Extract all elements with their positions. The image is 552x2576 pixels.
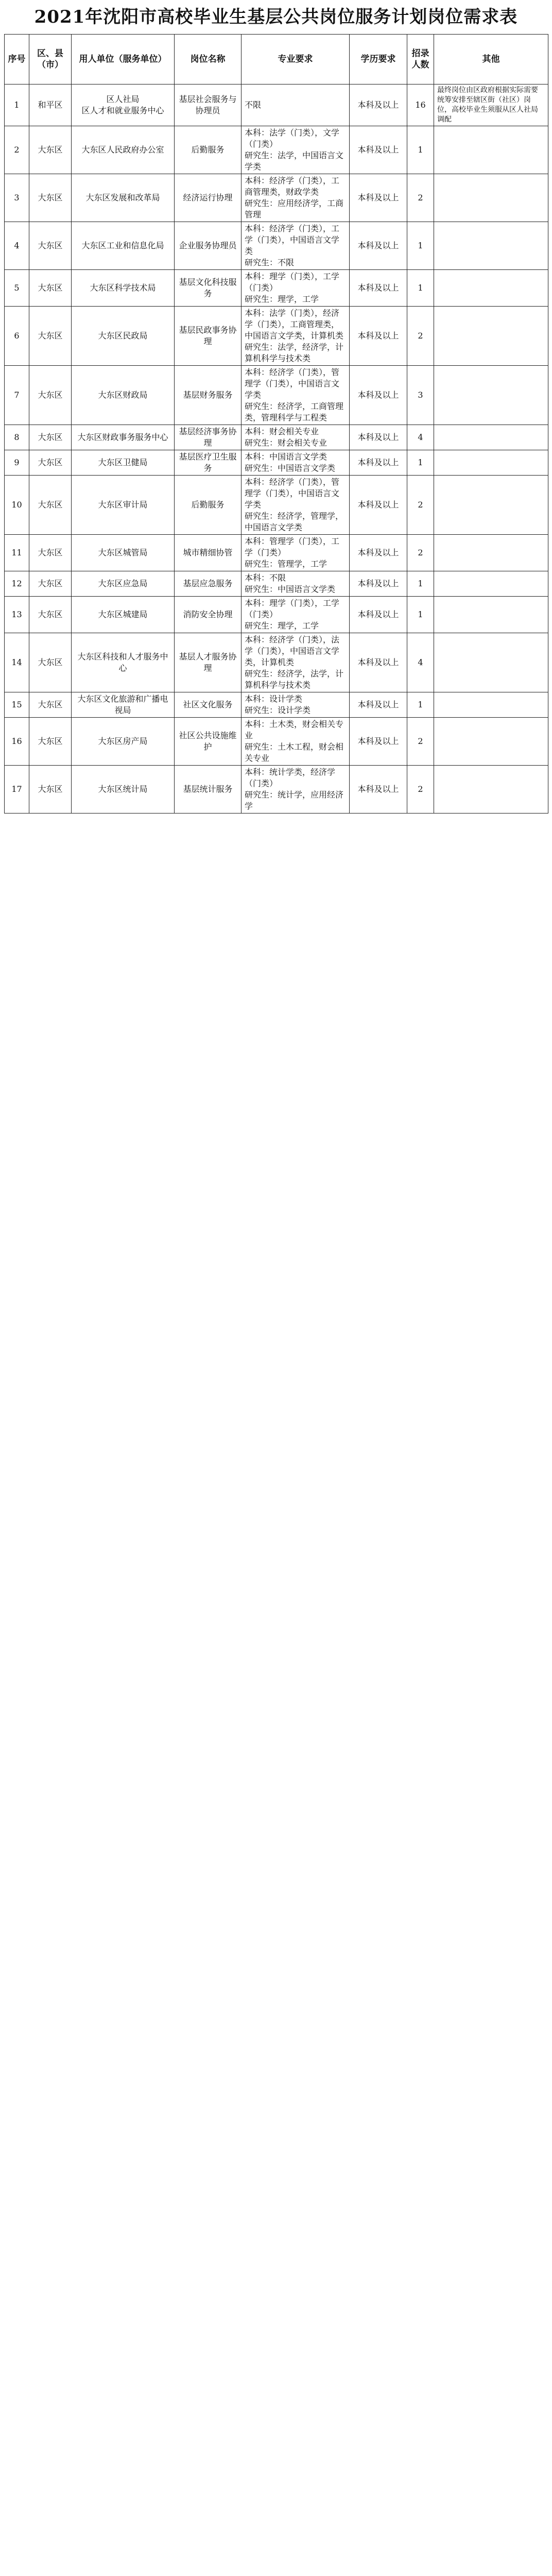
cell-education: 本科及以上 [350, 270, 407, 307]
cell-other [434, 476, 548, 535]
cell-other [434, 766, 548, 814]
cell-no: 17 [5, 766, 29, 814]
table-header-row [5, 35, 548, 84]
cell-district: 大东区 [29, 307, 72, 366]
cell-education: 本科及以上 [350, 571, 407, 597]
table-row [5, 84, 548, 126]
cell-district: 大东区 [29, 718, 72, 766]
cell-education: 本科及以上 [350, 692, 407, 718]
cell-count: 3 [407, 366, 434, 425]
cell-count: 4 [407, 633, 434, 692]
cell-no: 14 [5, 633, 29, 692]
cell-major: 本科：经济学（门类），工商管理类，财政学类 研究生：应用经济学，工商管理 [242, 174, 350, 222]
cell-major: 本科：理学（门类），工学（门类） 研究生：理学，工学 [242, 270, 350, 307]
page-title: 2021年沈阳市高校毕业生基层公共岗位服务计划岗位需求表 [34, 7, 518, 27]
cell-education: 本科及以上 [350, 597, 407, 633]
header-post: 岗位名称 [175, 35, 242, 84]
cell-education: 本科及以上 [350, 718, 407, 766]
cell-count: 1 [407, 126, 434, 174]
cell-post: 社区公共设施维护 [175, 718, 242, 766]
cell-other [434, 535, 548, 571]
cell-district: 大东区 [29, 270, 72, 307]
table-row [5, 692, 548, 718]
cell-unit: 大东区发展和改革局 [72, 174, 175, 222]
table-row [5, 425, 548, 450]
cell-no: 3 [5, 174, 29, 222]
cell-other [434, 425, 548, 450]
cell-major: 本科：经济学（门类），管理学（门类），中国语言文学类 研究生：经济学，管理学，中国语言文学类 [242, 476, 350, 535]
table-row [5, 535, 548, 571]
cell-post: 基层应急服务 [175, 571, 242, 597]
cell-no: 6 [5, 307, 29, 366]
cell-major: 不限 [242, 84, 350, 126]
cell-post: 基层社会服务与协理员 [175, 84, 242, 126]
cell-post: 企业服务协理员 [175, 222, 242, 270]
cell-other [434, 718, 548, 766]
cell-other [434, 450, 548, 476]
cell-no: 4 [5, 222, 29, 270]
cell-post: 基层财务服务 [175, 366, 242, 425]
cell-count: 2 [407, 174, 434, 222]
table-row [5, 270, 548, 307]
cell-other [434, 366, 548, 425]
header-no: 序号 [5, 35, 29, 84]
cell-unit: 大东区统计局 [72, 766, 175, 814]
cell-no: 2 [5, 126, 29, 174]
table-row [5, 766, 548, 814]
table-row [5, 718, 548, 766]
cell-major: 本科：理学（门类），工学（门类） 研究生：理学，工学 [242, 597, 350, 633]
cell-unit: 大东区房产局 [72, 718, 175, 766]
cell-post: 基层统计服务 [175, 766, 242, 814]
cell-other [434, 597, 548, 633]
position-demand-table [4, 34, 548, 814]
cell-district: 大东区 [29, 174, 72, 222]
cell-post: 后勤服务 [175, 476, 242, 535]
cell-district: 大东区 [29, 692, 72, 718]
cell-post: 基层医疗卫生服务 [175, 450, 242, 476]
cell-major: 本科：法学（门类），文学（门类） 研究生：法学，中国语言文学类 [242, 126, 350, 174]
cell-district: 和平区 [29, 84, 72, 126]
cell-other [434, 571, 548, 597]
cell-district: 大东区 [29, 450, 72, 476]
cell-education: 本科及以上 [350, 126, 407, 174]
header-district: 区、县（市） [29, 35, 72, 84]
cell-no: 15 [5, 692, 29, 718]
cell-major: 本科：财会相关专业 研究生：财会相关专业 [242, 425, 350, 450]
cell-other [434, 222, 548, 270]
cell-district: 大东区 [29, 126, 72, 174]
cell-unit: 大东区财政事务服务中心 [72, 425, 175, 450]
cell-education: 本科及以上 [350, 535, 407, 571]
table-row [5, 633, 548, 692]
cell-major: 本科：不限 研究生：中国语言文学类 [242, 571, 350, 597]
cell-other [434, 126, 548, 174]
cell-major: 本科：土木类，财会相关专业 研究生：土木工程，财会相关专业 [242, 718, 350, 766]
cell-other [434, 307, 548, 366]
cell-district: 大东区 [29, 766, 72, 814]
cell-district: 大东区 [29, 571, 72, 597]
cell-district: 大东区 [29, 633, 72, 692]
cell-count: 1 [407, 270, 434, 307]
cell-major: 本科：统计学类，经济学（门类） 研究生：统计学，应用经济学 [242, 766, 350, 814]
cell-unit: 大东区民政局 [72, 307, 175, 366]
cell-count: 1 [407, 571, 434, 597]
table-row [5, 366, 548, 425]
cell-count: 4 [407, 425, 434, 450]
cell-post: 城市精细协管 [175, 535, 242, 571]
cell-major: 本科：经济学（门类），法学（门类），中国语言文学类，计算机类 研究生：经济学，法学，计算机科学与技术类 [242, 633, 350, 692]
table-row [5, 571, 548, 597]
cell-district: 大东区 [29, 425, 72, 450]
cell-count: 2 [407, 535, 434, 571]
cell-post: 后勤服务 [175, 126, 242, 174]
cell-post: 经济运行协理 [175, 174, 242, 222]
cell-no: 12 [5, 571, 29, 597]
cell-district: 大东区 [29, 476, 72, 535]
cell-education: 本科及以上 [350, 84, 407, 126]
cell-unit: 大东区城建局 [72, 597, 175, 633]
cell-education: 本科及以上 [350, 174, 407, 222]
cell-unit: 大东区卫健局 [72, 450, 175, 476]
table-row [5, 222, 548, 270]
cell-count: 1 [407, 222, 434, 270]
cell-major: 本科：中国语言文学类 研究生：中国语言文学类 [242, 450, 350, 476]
table-row [5, 307, 548, 366]
cell-major: 本科：管理学（门类），工学（门类） 研究生：管理学，工学 [242, 535, 350, 571]
cell-education: 本科及以上 [350, 366, 407, 425]
cell-post: 消防安全协理 [175, 597, 242, 633]
cell-count: 2 [407, 718, 434, 766]
cell-education: 本科及以上 [350, 450, 407, 476]
cell-no: 5 [5, 270, 29, 307]
cell-post: 社区文化服务 [175, 692, 242, 718]
cell-count: 2 [407, 766, 434, 814]
cell-other [434, 692, 548, 718]
cell-unit: 大东区财政局 [72, 366, 175, 425]
cell-major: 本科：经济学（门类），管理学（门类），中国语言文学类 研究生：经济学，工商管理类，管理科学与工程类 [242, 366, 350, 425]
cell-no: 10 [5, 476, 29, 535]
cell-major: 本科：经济学（门类），工学（门类），中国语言文学类 研究生：不限 [242, 222, 350, 270]
table-row [5, 126, 548, 174]
cell-other [434, 270, 548, 307]
cell-other [434, 174, 548, 222]
cell-unit: 大东区审计局 [72, 476, 175, 535]
table-body [5, 84, 548, 814]
table-row [5, 476, 548, 535]
cell-unit: 大东区应急局 [72, 571, 175, 597]
cell-post: 基层人才服务协理 [175, 633, 242, 692]
cell-district: 大东区 [29, 366, 72, 425]
cell-post: 基层文化科技服务 [175, 270, 242, 307]
cell-education: 本科及以上 [350, 633, 407, 692]
cell-unit: 大东区科学技术局 [72, 270, 175, 307]
cell-count: 2 [407, 476, 434, 535]
cell-other [434, 633, 548, 692]
cell-education: 本科及以上 [350, 222, 407, 270]
cell-post: 基层民政事务协理 [175, 307, 242, 366]
header-other: 其他 [434, 35, 548, 84]
cell-education: 本科及以上 [350, 307, 407, 366]
cell-district: 大东区 [29, 597, 72, 633]
cell-no: 16 [5, 718, 29, 766]
cell-no: 9 [5, 450, 29, 476]
cell-count: 1 [407, 597, 434, 633]
cell-unit: 大东区科技和人才服务中心 [72, 633, 175, 692]
cell-unit: 大东区工业和信息化局 [72, 222, 175, 270]
cell-count: 2 [407, 307, 434, 366]
cell-unit: 大东区城管局 [72, 535, 175, 571]
cell-unit: 大东区人民政府办公室 [72, 126, 175, 174]
table-row [5, 174, 548, 222]
cell-district: 大东区 [29, 535, 72, 571]
cell-major: 本科：法学（门类），经济学（门类），工商管理类，中国语言文学类，计算机类 研究生：法学，经济学，计算机科学与技术类 [242, 307, 350, 366]
header-count: 招录人数 [407, 35, 434, 84]
cell-education: 本科及以上 [350, 476, 407, 535]
cell-count: 1 [407, 692, 434, 718]
cell-count: 1 [407, 450, 434, 476]
cell-major: 本科：设计学类 研究生：设计学类 [242, 692, 350, 718]
cell-other: 最终岗位由区政府根据实际需要统筹安排至辖区街（社区）岗位，高校毕业生须服从区人社局调配 [434, 84, 548, 126]
table-row [5, 597, 548, 633]
cell-education: 本科及以上 [350, 766, 407, 814]
cell-education: 本科及以上 [350, 425, 407, 450]
header-unit: 用人单位（服务单位） [72, 35, 175, 84]
header-major: 专业要求 [242, 35, 350, 84]
cell-no: 7 [5, 366, 29, 425]
cell-district: 大东区 [29, 222, 72, 270]
cell-post: 基层经济事务协理 [175, 425, 242, 450]
cell-count: 16 [407, 84, 434, 126]
cell-no: 13 [5, 597, 29, 633]
cell-no: 8 [5, 425, 29, 450]
cell-no: 1 [5, 84, 29, 126]
cell-unit: 大东区文化旅游和广播电视局 [72, 692, 175, 718]
header-education: 学历要求 [350, 35, 407, 84]
cell-unit: 区人社局 区人才和就业服务中心 [72, 84, 175, 126]
cell-no: 11 [5, 535, 29, 571]
table-row [5, 450, 548, 476]
